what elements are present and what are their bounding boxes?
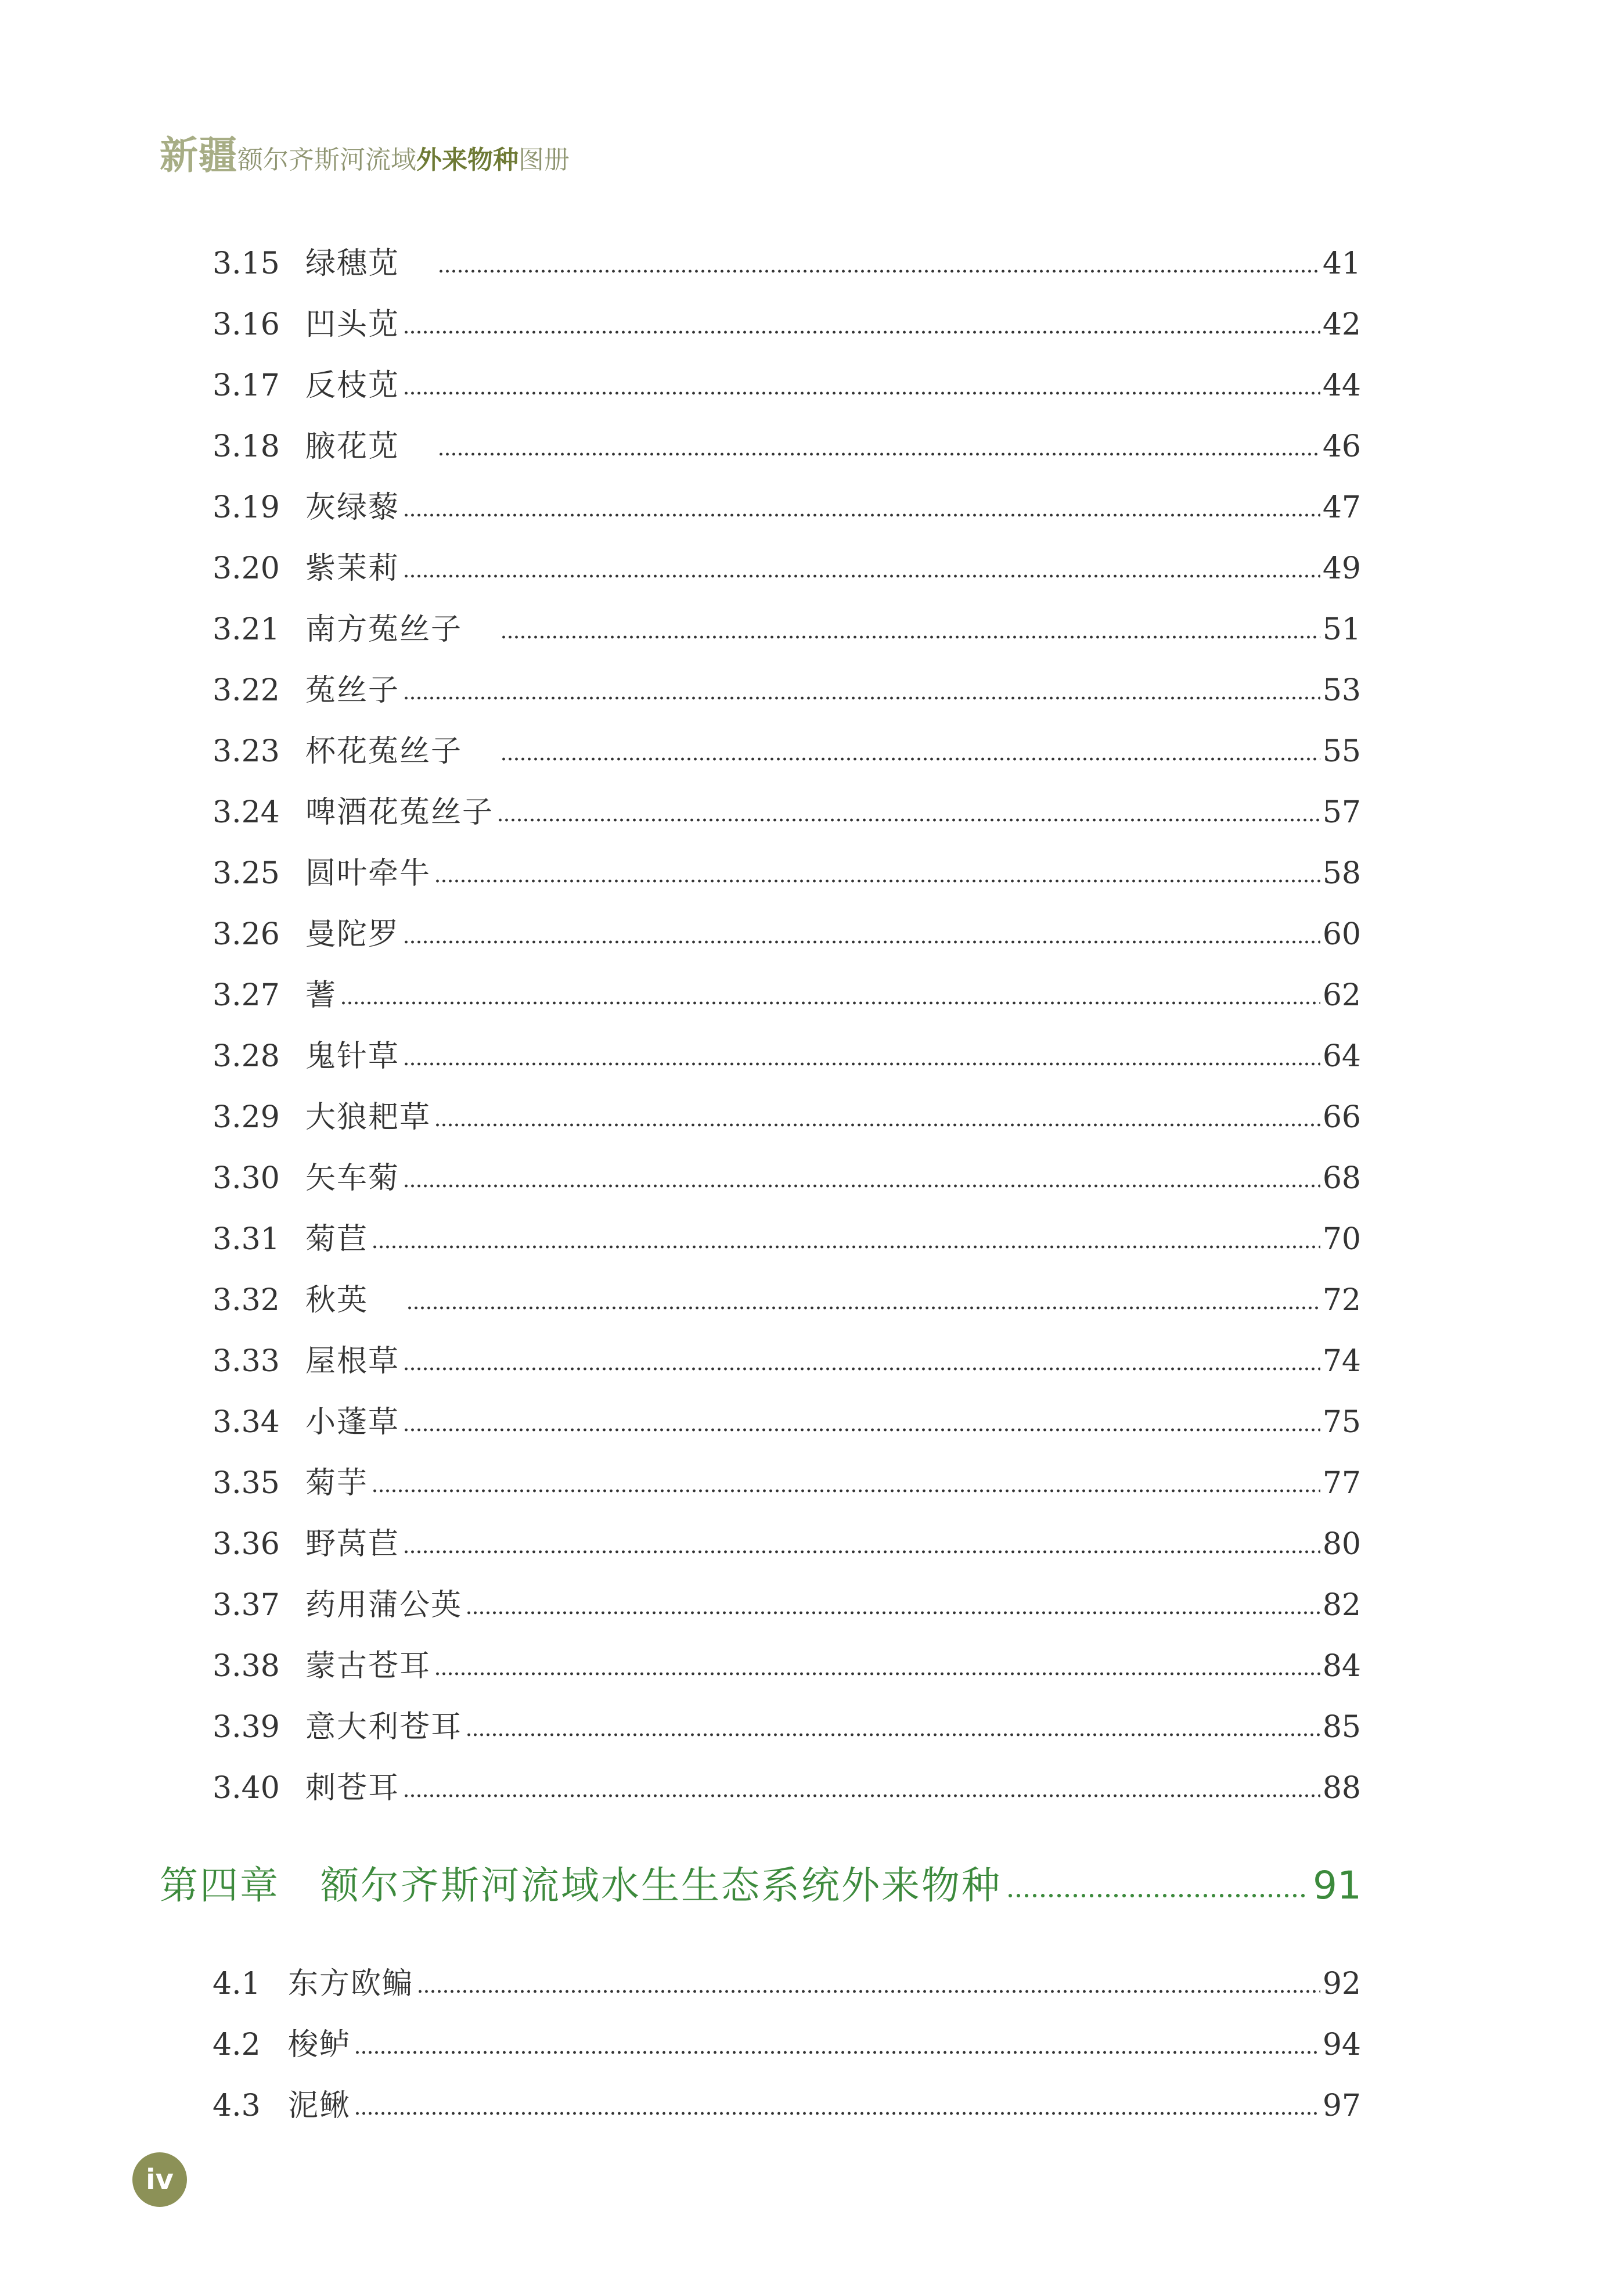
entry-title: 秋英 bbox=[305, 1283, 369, 1318]
entry-number: 3.19 bbox=[213, 490, 280, 525]
chapter-heading[interactable] bbox=[160, 1847, 1362, 1908]
dot-leader bbox=[403, 1182, 1320, 1190]
entry-page: 68 bbox=[1322, 1161, 1361, 1196]
entry-number: 3.30 bbox=[213, 1161, 280, 1196]
toc-entry[interactable] bbox=[213, 232, 1361, 279]
entry-title: 小蓬草 bbox=[305, 1405, 400, 1440]
chapter-label: 第四章 bbox=[160, 1863, 280, 1908]
entry-page: 75 bbox=[1322, 1405, 1361, 1440]
entry-page: 92 bbox=[1322, 1966, 1361, 2001]
dot-leader bbox=[466, 1609, 1320, 1617]
dot-leader bbox=[403, 1426, 1320, 1434]
dot-leader bbox=[417, 1987, 1320, 1996]
entry-title: 南方菟丝子 bbox=[305, 612, 463, 647]
entry-number: 3.40 bbox=[213, 1771, 280, 1806]
toc-entry[interactable] bbox=[213, 1953, 1361, 1999]
toc-entry[interactable] bbox=[213, 1574, 1361, 1623]
dot-leader bbox=[403, 511, 1320, 519]
entry-page: 88 bbox=[1322, 1771, 1361, 1806]
toc-entry[interactable] bbox=[213, 1147, 1361, 1196]
toc-entry[interactable] bbox=[213, 1208, 1361, 1257]
dot-leader bbox=[403, 1060, 1320, 1068]
entry-number: 3.23 bbox=[213, 734, 280, 769]
entry-page: 60 bbox=[1322, 917, 1361, 952]
entry-page: 62 bbox=[1322, 978, 1361, 1013]
entry-page: 57 bbox=[1322, 795, 1361, 830]
toc-entry[interactable] bbox=[213, 1635, 1361, 1684]
entry-title: 菊芋 bbox=[305, 1466, 369, 1501]
toc-entry[interactable] bbox=[213, 659, 1361, 706]
toc-entry[interactable] bbox=[213, 1269, 1361, 1318]
header-part-2: 外来物种 bbox=[416, 145, 518, 175]
entry-number: 3.29 bbox=[213, 1100, 280, 1135]
entry-number: 3.22 bbox=[213, 673, 280, 708]
dot-leader bbox=[403, 389, 1320, 397]
entry-title: 意大利苍耳 bbox=[305, 1710, 463, 1745]
entry-number: 3.35 bbox=[213, 1466, 280, 1501]
entry-number: 3.28 bbox=[213, 1039, 280, 1074]
toc-entry[interactable] bbox=[213, 2014, 1361, 2060]
toc-entry[interactable] bbox=[213, 1452, 1361, 1501]
entry-number: 4.1 bbox=[213, 1966, 261, 2001]
entry-page: 41 bbox=[1322, 246, 1361, 281]
entry-page: 80 bbox=[1322, 1527, 1361, 1562]
entry-title: 大狼耙草 bbox=[305, 1100, 431, 1135]
toc-entry[interactable] bbox=[213, 598, 1361, 645]
entry-title: 药用蒲公英 bbox=[305, 1588, 463, 1623]
running-header bbox=[160, 124, 570, 178]
dot-leader bbox=[403, 694, 1320, 702]
entry-title: 梭鲈 bbox=[288, 2027, 351, 2062]
dot-leader bbox=[354, 2048, 1320, 2057]
page-number-badge bbox=[132, 2152, 187, 2207]
entry-page: 85 bbox=[1322, 1710, 1361, 1745]
page-number: iv bbox=[146, 2163, 174, 2196]
entry-title: 圆叶牵牛 bbox=[305, 856, 431, 891]
entry-page: 77 bbox=[1322, 1466, 1361, 1501]
entry-number: 3.37 bbox=[213, 1588, 280, 1623]
entry-title: 杯花菟丝子 bbox=[305, 734, 463, 769]
toc-entry[interactable] bbox=[213, 1696, 1361, 1745]
toc-entry[interactable] bbox=[213, 2075, 1361, 2121]
dot-leader bbox=[372, 1487, 1320, 1495]
entry-number: 3.27 bbox=[213, 978, 280, 1013]
header-part-1: 额尔齐斯河流域 bbox=[237, 145, 416, 175]
toc-entry[interactable] bbox=[213, 842, 1361, 889]
dot-leader bbox=[403, 938, 1320, 946]
entry-page: 97 bbox=[1322, 2088, 1361, 2123]
entry-page: 51 bbox=[1322, 612, 1361, 647]
entry-number: 3.34 bbox=[213, 1405, 280, 1440]
chapter-title: 额尔齐斯河流域水生生态系统外来物种 bbox=[321, 1863, 1002, 1908]
entry-page: 44 bbox=[1322, 368, 1361, 403]
entry-number: 3.17 bbox=[213, 368, 280, 403]
entry-title: 紫茉莉 bbox=[305, 551, 400, 586]
header-part-3: 图册 bbox=[518, 145, 570, 175]
dot-leader bbox=[1006, 1891, 1309, 1900]
dot-leader bbox=[434, 1670, 1320, 1678]
entry-page: 46 bbox=[1322, 429, 1361, 464]
dot-leader bbox=[354, 2109, 1320, 2117]
entry-number: 3.24 bbox=[213, 795, 280, 830]
entry-page: 53 bbox=[1322, 673, 1361, 708]
toc-entry[interactable] bbox=[213, 903, 1361, 950]
entry-title: 反枝苋 bbox=[305, 368, 400, 403]
dot-leader bbox=[403, 328, 1320, 336]
toc-entry[interactable] bbox=[213, 1086, 1361, 1135]
dot-leader bbox=[403, 1548, 1320, 1556]
toc-entry[interactable] bbox=[213, 1330, 1361, 1379]
entry-page: 47 bbox=[1322, 490, 1361, 525]
dot-leader bbox=[403, 1365, 1320, 1373]
entry-number: 4.3 bbox=[213, 2088, 261, 2123]
entry-title: 东方欧鳊 bbox=[288, 1966, 414, 2001]
entry-number: 3.20 bbox=[213, 551, 280, 586]
toc-entry[interactable] bbox=[213, 1025, 1361, 1072]
entry-title: 啤酒花菟丝子 bbox=[305, 795, 494, 830]
dot-leader bbox=[403, 572, 1320, 580]
header-lead: 新疆 bbox=[160, 133, 237, 178]
entry-page: 82 bbox=[1322, 1588, 1361, 1623]
toc-entry[interactable] bbox=[213, 415, 1361, 462]
entry-title: 刺苍耳 bbox=[305, 1771, 400, 1806]
entry-number: 4.2 bbox=[213, 2027, 261, 2062]
entry-page: 66 bbox=[1322, 1100, 1361, 1135]
entry-title: 屋根草 bbox=[305, 1344, 400, 1379]
dot-leader bbox=[406, 1304, 1320, 1312]
entry-title: 凹头苋 bbox=[305, 307, 400, 342]
entry-number: 3.31 bbox=[213, 1222, 280, 1257]
entry-number: 3.36 bbox=[213, 1527, 280, 1562]
entry-page: 84 bbox=[1322, 1649, 1361, 1684]
entry-number: 3.21 bbox=[213, 612, 280, 647]
dot-leader bbox=[466, 1731, 1320, 1739]
entry-title: 菊苣 bbox=[305, 1222, 369, 1257]
toc-entry[interactable] bbox=[213, 1513, 1361, 1562]
entry-title: 矢车菊 bbox=[305, 1161, 400, 1196]
entry-title: 绿穗苋 bbox=[305, 246, 400, 281]
dot-leader bbox=[340, 999, 1320, 1007]
entry-page: 74 bbox=[1322, 1344, 1361, 1379]
entry-title: 蓍 bbox=[305, 978, 337, 1013]
entry-title: 野莴苣 bbox=[305, 1527, 400, 1562]
entry-number: 3.15 bbox=[213, 246, 280, 281]
dot-leader bbox=[372, 1243, 1320, 1251]
entry-title: 曼陀罗 bbox=[305, 917, 400, 952]
dot-leader bbox=[434, 877, 1320, 885]
entry-page: 72 bbox=[1322, 1283, 1361, 1318]
entry-number: 3.33 bbox=[213, 1344, 280, 1379]
entry-page: 58 bbox=[1322, 856, 1361, 891]
entry-number: 3.38 bbox=[213, 1649, 280, 1684]
dot-leader bbox=[500, 755, 1320, 763]
toc-entry[interactable] bbox=[213, 1757, 1361, 1806]
entry-page: 42 bbox=[1322, 307, 1361, 342]
entry-number: 3.18 bbox=[213, 429, 280, 464]
entry-number: 3.32 bbox=[213, 1283, 280, 1318]
entry-number: 3.16 bbox=[213, 307, 280, 342]
entry-page: 49 bbox=[1322, 551, 1361, 586]
entry-page: 94 bbox=[1322, 2027, 1361, 2062]
entry-title: 腋花苋 bbox=[305, 429, 400, 464]
entry-number: 3.26 bbox=[213, 917, 280, 952]
entry-title: 泥鳅 bbox=[288, 2088, 351, 2123]
dot-leader bbox=[434, 1121, 1320, 1129]
entry-title: 灰绿藜 bbox=[305, 490, 400, 525]
entry-page: 64 bbox=[1322, 1039, 1361, 1074]
entry-title: 鬼针草 bbox=[305, 1039, 400, 1074]
toc-entry[interactable] bbox=[213, 964, 1361, 1011]
toc-entry[interactable] bbox=[213, 476, 1361, 523]
entry-title: 蒙古苍耳 bbox=[305, 1649, 431, 1684]
toc-entry[interactable] bbox=[213, 720, 1361, 767]
entry-number: 3.25 bbox=[213, 856, 280, 891]
entry-page: 70 bbox=[1322, 1222, 1361, 1257]
chapter-page: 91 bbox=[1313, 1863, 1362, 1908]
toc-entry[interactable] bbox=[213, 1391, 1361, 1440]
dot-leader bbox=[438, 450, 1320, 458]
dot-leader bbox=[497, 816, 1320, 824]
dot-leader bbox=[438, 267, 1320, 275]
dot-leader bbox=[403, 1792, 1320, 1800]
entry-page: 55 bbox=[1322, 734, 1361, 769]
toc-entry[interactable] bbox=[213, 537, 1361, 584]
entry-title: 菟丝子 bbox=[305, 673, 400, 708]
toc-entry[interactable] bbox=[213, 781, 1361, 828]
toc-entry[interactable] bbox=[213, 354, 1361, 401]
toc-entry[interactable] bbox=[213, 293, 1361, 340]
dot-leader bbox=[500, 633, 1320, 641]
entry-number: 3.39 bbox=[213, 1710, 280, 1745]
